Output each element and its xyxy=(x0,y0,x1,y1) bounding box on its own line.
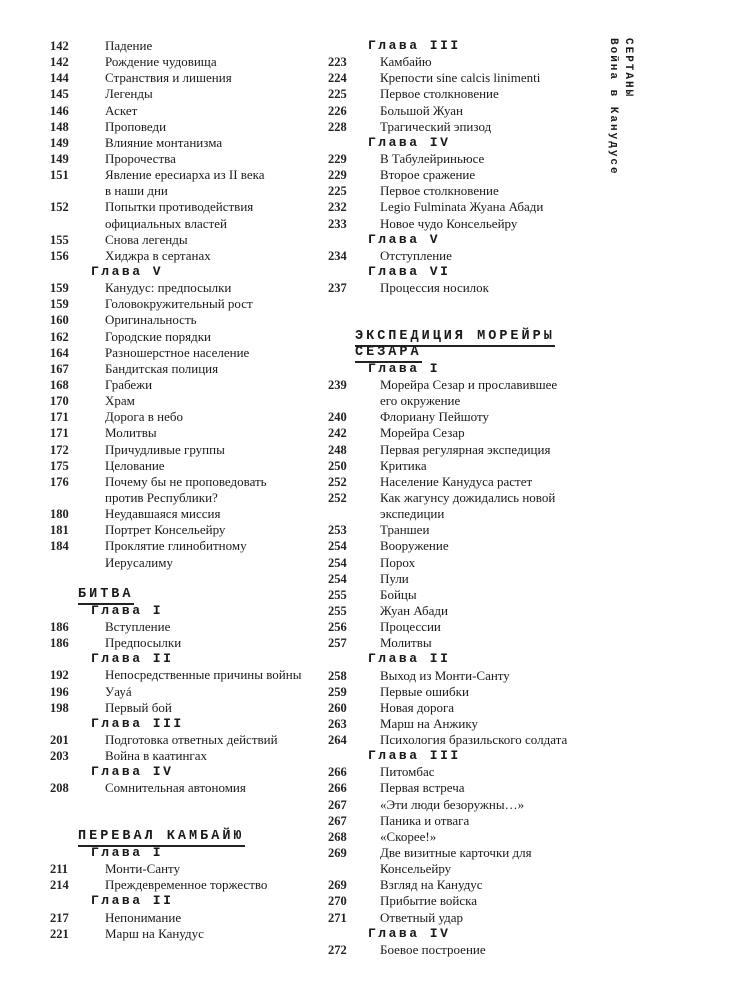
entry-title: Непонимание xyxy=(105,909,182,925)
page-number: 208 xyxy=(50,781,69,796)
entry-title: Явление ересиарха из II века xyxy=(105,167,265,183)
entry-title: Молитвы xyxy=(380,635,432,651)
toc-entry[interactable] xyxy=(328,732,598,748)
entry-title: Вооружение xyxy=(380,538,449,554)
page-number: 170 xyxy=(50,394,69,409)
entry-title: Городские порядки xyxy=(105,328,211,344)
entry-title: Первая встреча xyxy=(380,780,465,796)
entry-title: экспедиции xyxy=(380,506,445,522)
chapter-heading: Глава IV xyxy=(91,764,174,780)
page-number: 254 xyxy=(328,539,347,554)
entry-title: Взгляд на Канудус xyxy=(380,877,483,893)
toc-entry[interactable] xyxy=(50,506,320,522)
page-number: 248 xyxy=(328,442,347,457)
page-number: 198 xyxy=(50,700,69,715)
page-number: 144 xyxy=(50,71,69,86)
toc-entry[interactable] xyxy=(328,555,598,571)
toc-entry[interactable] xyxy=(50,538,320,554)
entry-title: Жуан Абади xyxy=(380,602,449,618)
toc-entry[interactable] xyxy=(50,425,320,441)
page-number: 201 xyxy=(50,733,69,748)
entry-title: Пророчества xyxy=(105,150,176,166)
toc-entry[interactable] xyxy=(50,910,320,926)
toc-entry[interactable] xyxy=(50,280,320,296)
toc-entry[interactable] xyxy=(50,103,320,119)
toc-entry[interactable] xyxy=(328,813,598,829)
toc-entry[interactable] xyxy=(50,70,320,86)
toc-entry[interactable] xyxy=(328,942,598,958)
toc-entry[interactable] xyxy=(328,845,598,861)
toc-entry[interactable] xyxy=(328,167,598,183)
page-number: 271 xyxy=(328,910,347,925)
toc-entry[interactable] xyxy=(50,167,320,183)
toc-entry[interactable] xyxy=(328,780,598,796)
page-number: 240 xyxy=(328,410,347,425)
entry-title: Рождение чудовища xyxy=(105,54,217,70)
entry-title: Процессии xyxy=(380,619,441,635)
page-number: 239 xyxy=(328,377,347,392)
toc-entry[interactable] xyxy=(50,780,320,796)
entry-title: Морейра Сезар и прославившее xyxy=(380,376,558,392)
toc-entry[interactable] xyxy=(50,619,320,635)
page-number: 255 xyxy=(328,587,347,602)
page-number: 175 xyxy=(50,458,69,473)
page-number: 145 xyxy=(50,87,69,102)
chapter-heading: Глава IV xyxy=(368,925,451,941)
entry-title: Хиджра в сертанах xyxy=(105,247,211,263)
chapter-heading: Глава I xyxy=(91,845,164,861)
section-heading-text: ЭКСПЕДИЦИЯ МОРЕЙРЫ xyxy=(355,329,555,347)
entry-title: Почему бы не проповедовать xyxy=(105,473,267,489)
toc-entry[interactable] xyxy=(50,361,320,377)
toc-entry[interactable] xyxy=(50,555,320,571)
entry-title: Критика xyxy=(380,457,427,473)
page-number: 151 xyxy=(50,168,69,183)
toc-entry[interactable] xyxy=(328,458,598,474)
page-number: 186 xyxy=(50,620,69,635)
toc-entry[interactable] xyxy=(328,829,598,845)
page-number: 254 xyxy=(328,571,347,586)
entry-title: Головокружительный рост xyxy=(105,296,253,312)
chapter-heading: Глава V xyxy=(91,263,164,279)
toc-entry[interactable] xyxy=(50,700,320,716)
entry-title: Преждевременное торжество xyxy=(105,877,268,893)
page-number: 156 xyxy=(50,248,69,263)
entry-title: Боевое построение xyxy=(380,941,486,957)
page-number: 149 xyxy=(50,151,69,166)
page-number: 162 xyxy=(50,329,69,344)
toc-entry[interactable] xyxy=(328,490,598,506)
page-number: 196 xyxy=(50,684,69,699)
page-number: 152 xyxy=(50,200,69,215)
entry-title: Марш на Анжику xyxy=(380,715,478,731)
entry-title: «Эти люди безоружны…» xyxy=(380,796,525,812)
page-number: 159 xyxy=(50,297,69,312)
entry-title: Снова легенды xyxy=(105,231,188,247)
chapter-heading: Глава I xyxy=(368,360,441,376)
toc-entry[interactable] xyxy=(50,119,320,135)
entry-title: Первый бой xyxy=(105,699,172,715)
toc-entry[interactable] xyxy=(328,183,598,199)
entry-title: Новое чудо Консельейру xyxy=(380,215,518,231)
toc-section xyxy=(328,329,598,958)
entry-title: Второе сражение xyxy=(380,167,476,183)
entry-title: Население Канудуса растет xyxy=(380,473,533,489)
entry-title: официальных властей xyxy=(105,215,227,231)
entry-title: Легенды xyxy=(105,86,153,102)
chapter-heading: Глава III xyxy=(368,38,461,53)
toc-entry[interactable] xyxy=(328,700,598,716)
chapter-heading: Глава III xyxy=(91,715,184,731)
toc-entry[interactable] xyxy=(328,877,598,893)
section-heading xyxy=(328,345,598,361)
page-number: 242 xyxy=(328,426,347,441)
entry-title: Оригинальность xyxy=(105,312,197,328)
page-number: 203 xyxy=(50,749,69,764)
page-number: 171 xyxy=(50,410,69,425)
page-number: 180 xyxy=(50,507,69,522)
entry-title: Первое столкновение xyxy=(380,86,499,102)
page-number: 257 xyxy=(328,636,347,651)
page-number: 171 xyxy=(50,426,69,441)
toc-entry[interactable] xyxy=(328,151,598,167)
toc-section xyxy=(50,829,320,942)
entry-title: Канудус: предпосылки xyxy=(105,280,232,296)
chapter-heading: Глава II xyxy=(91,893,174,909)
entry-title: Проповеди xyxy=(105,118,167,134)
page-number: 255 xyxy=(328,603,347,618)
toc-entry[interactable] xyxy=(328,635,598,651)
toc-entry[interactable] xyxy=(50,54,320,70)
entry-title: Вступление xyxy=(105,619,171,635)
running-header xyxy=(605,38,635,238)
chapter-heading: Глава V xyxy=(368,231,441,247)
page-number: 272 xyxy=(328,942,347,957)
toc-entry[interactable] xyxy=(328,54,598,70)
entry-title: Неудавшаяся миссия xyxy=(105,506,221,522)
page-number: 176 xyxy=(50,474,69,489)
toc-entry[interactable] xyxy=(328,199,598,215)
toc-entry[interactable] xyxy=(328,119,598,135)
toc-entry[interactable] xyxy=(50,216,320,232)
toc-entry[interactable] xyxy=(328,587,598,603)
toc-entry[interactable] xyxy=(50,522,320,538)
page-number: 148 xyxy=(50,119,69,134)
page-number: 267 xyxy=(328,797,347,812)
page-number: 253 xyxy=(328,523,347,538)
toc-entry[interactable] xyxy=(328,522,598,538)
entry-title: Проклятие глинобитному xyxy=(105,538,247,554)
entry-title: Две визитные карточки для xyxy=(380,845,532,861)
page-number: 159 xyxy=(50,281,69,296)
toc-entry[interactable] xyxy=(328,248,598,264)
toc-entry[interactable] xyxy=(328,910,598,926)
toc-entry[interactable] xyxy=(50,312,320,328)
toc-entry[interactable] xyxy=(50,248,320,264)
page-number: 160 xyxy=(50,313,69,328)
toc-entry[interactable] xyxy=(328,861,598,877)
entry-title: Первая регулярная экспедиция xyxy=(380,441,551,457)
page-number: 269 xyxy=(328,878,347,893)
toc-entry[interactable] xyxy=(50,926,320,942)
toc-entry[interactable] xyxy=(50,732,320,748)
toc-entry[interactable] xyxy=(50,684,320,700)
toc-entry[interactable] xyxy=(328,70,598,86)
entry-title: Крепости sine calcis linimenti xyxy=(380,70,541,86)
entry-title: Консельейру xyxy=(380,861,452,877)
entry-title: Legio Fulminata Жуана Абади xyxy=(380,199,544,215)
entry-title: Молитвы xyxy=(105,425,157,441)
toc-entry[interactable] xyxy=(50,345,320,361)
toc-entry[interactable] xyxy=(50,748,320,764)
page-number: 232 xyxy=(328,200,347,215)
toc-entry[interactable] xyxy=(328,506,598,522)
toc-entry[interactable] xyxy=(328,668,598,684)
toc-entry[interactable] xyxy=(50,329,320,345)
toc-entry[interactable] xyxy=(50,183,320,199)
toc-entry[interactable] xyxy=(328,893,598,909)
page-number: 267 xyxy=(328,813,347,828)
page-number: 146 xyxy=(50,103,69,118)
page-number: 266 xyxy=(328,781,347,796)
page-number: 164 xyxy=(50,345,69,360)
page-number: 211 xyxy=(50,862,69,877)
toc-entry[interactable] xyxy=(50,877,320,893)
entry-title: Бандитская полиция xyxy=(105,360,219,376)
part-title: Война в Канудусе xyxy=(607,38,619,176)
toc-entry[interactable] xyxy=(50,667,320,683)
page-number: 266 xyxy=(328,765,347,780)
toc-entry[interactable] xyxy=(328,538,598,554)
page-number: 237 xyxy=(328,281,347,296)
page-number: 217 xyxy=(50,910,69,925)
entry-title: Трагический эпизод xyxy=(380,118,492,134)
entry-title: Предпосылки xyxy=(105,635,182,651)
entry-title: Выход из Монти-Санту xyxy=(380,667,510,683)
toc-entry[interactable] xyxy=(50,635,320,651)
toc-entry[interactable] xyxy=(328,103,598,119)
page-number: 172 xyxy=(50,442,69,457)
page-number: 142 xyxy=(50,39,69,53)
page-number: 252 xyxy=(328,490,347,505)
entry-title: Камбайю xyxy=(380,54,432,70)
entry-title: Грабежи xyxy=(105,376,153,392)
toc-entry[interactable] xyxy=(328,716,598,732)
entry-title: Аскет xyxy=(105,102,138,118)
toc-entry[interactable] xyxy=(50,296,320,312)
entry-title: Паника и отвага xyxy=(380,812,470,828)
entry-title: Война в каатингах xyxy=(105,748,208,764)
page-number: 181 xyxy=(50,523,69,538)
toc-entry[interactable] xyxy=(328,603,598,619)
page-number: 256 xyxy=(328,620,347,635)
entry-title: Отступление xyxy=(380,247,452,263)
entry-title: Питомбас xyxy=(380,764,435,780)
page-number: 250 xyxy=(328,458,347,473)
toc-entry[interactable] xyxy=(50,38,320,54)
page-number: 223 xyxy=(328,55,347,70)
entry-title: «Скорее!» xyxy=(380,828,437,844)
toc-entry[interactable] xyxy=(50,232,320,248)
toc-entry[interactable] xyxy=(50,409,320,425)
entry-title: Уауá xyxy=(105,683,132,699)
toc-entry[interactable] xyxy=(50,135,320,151)
toc-entry[interactable] xyxy=(328,571,598,587)
page-number: 142 xyxy=(50,55,69,70)
page-number: 221 xyxy=(50,926,69,941)
entry-title: Попытки противодействия xyxy=(105,199,254,215)
entry-title: Прибытие войска xyxy=(380,893,478,909)
entry-title: Психология бразильского солдата xyxy=(380,732,568,748)
toc-entry[interactable] xyxy=(328,409,598,425)
entry-title: Первое столкновение xyxy=(380,183,499,199)
toc-entry[interactable] xyxy=(50,474,320,490)
toc-entry[interactable] xyxy=(50,458,320,474)
toc-entry[interactable] xyxy=(50,199,320,215)
page-number: 264 xyxy=(328,733,347,748)
entry-title: Морейра Сезар xyxy=(380,425,465,441)
entry-title: Как жагунсу дожидались новой xyxy=(380,489,556,505)
toc-section xyxy=(50,38,320,571)
page-number: 184 xyxy=(50,539,69,554)
entry-title: Марш на Канудус xyxy=(105,925,204,941)
page-number: 259 xyxy=(328,684,347,699)
entry-title: Траншеи xyxy=(380,522,430,538)
entry-title: Большой Жуан xyxy=(380,102,463,118)
entry-title: Падение xyxy=(105,38,153,53)
page-number: 168 xyxy=(50,377,69,392)
page-number: 192 xyxy=(50,668,69,683)
page-number: 229 xyxy=(328,151,347,166)
section-heading-text: СЕЗАРА xyxy=(355,345,422,363)
toc-section xyxy=(328,38,598,296)
toc-entry[interactable] xyxy=(328,86,598,102)
page-number: 263 xyxy=(328,716,347,731)
entry-title: Пули xyxy=(380,570,409,586)
toc-entry[interactable] xyxy=(328,442,598,458)
book-title: СЕРТАНЫ xyxy=(622,38,634,99)
page-number: 214 xyxy=(50,878,69,893)
entry-title: Новая дорога xyxy=(380,699,455,715)
entry-title: в наши дни xyxy=(105,183,168,199)
chapter-heading: Глава I xyxy=(91,602,164,618)
entry-title: Влияние монтанизма xyxy=(105,134,223,150)
page-number: 225 xyxy=(328,184,347,199)
page-number: 149 xyxy=(50,135,69,150)
entry-title: Храм xyxy=(105,393,135,409)
entry-title: Странствия и лишения xyxy=(105,70,232,86)
section-heading xyxy=(50,829,320,845)
entry-title: Бойцы xyxy=(380,586,417,602)
section-heading xyxy=(328,329,598,345)
page-number: 234 xyxy=(328,248,347,263)
toc-left-column xyxy=(50,38,320,942)
section-heading xyxy=(50,587,320,603)
toc-entry[interactable] xyxy=(328,684,598,700)
section-heading-text: ПЕРЕВАЛ КАМБАЙЮ xyxy=(78,829,245,847)
toc-entry[interactable] xyxy=(50,151,320,167)
chapter-heading: Глава II xyxy=(368,651,451,667)
chapter-heading: Глава II xyxy=(91,651,174,667)
entry-title: Флориану Пейшоту xyxy=(380,409,490,425)
page-number: 228 xyxy=(328,119,347,134)
toc-entry[interactable] xyxy=(50,86,320,102)
page-number: 186 xyxy=(50,636,69,651)
page-number: 155 xyxy=(50,232,69,247)
entry-title: Первые ошибки xyxy=(380,683,469,699)
page-number: 269 xyxy=(328,846,347,861)
toc-entry[interactable] xyxy=(328,474,598,490)
page-number: 233 xyxy=(328,216,347,231)
page-number: 229 xyxy=(328,168,347,183)
page-number: 226 xyxy=(328,103,347,118)
toc-entry[interactable] xyxy=(328,280,598,296)
entry-title: Ответный удар xyxy=(380,909,464,925)
entry-title: Монти-Санту xyxy=(105,861,181,877)
entry-title: Сомнительная автономия xyxy=(105,780,246,796)
page-number: 270 xyxy=(328,894,347,909)
page-number: 268 xyxy=(328,829,347,844)
entry-title: Портрет Консельейру xyxy=(105,522,226,538)
toc-entry[interactable] xyxy=(328,619,598,635)
toc-entry[interactable] xyxy=(328,377,598,393)
chapter-heading: Глава III xyxy=(368,748,461,764)
page-number: 258 xyxy=(328,668,347,683)
toc-entry[interactable] xyxy=(50,377,320,393)
page-number: 252 xyxy=(328,474,347,489)
entry-title: Непосредственные причины войны xyxy=(105,667,302,683)
toc-entry[interactable] xyxy=(50,442,320,458)
entry-title: Подготовка ответных действий xyxy=(105,732,278,748)
page-number: 254 xyxy=(328,555,347,570)
toc-entry[interactable] xyxy=(328,797,598,813)
page-number: 224 xyxy=(328,71,347,86)
toc-entry[interactable] xyxy=(328,216,598,232)
toc-entry[interactable] xyxy=(328,393,598,409)
chapter-heading: Глава VI xyxy=(368,263,451,279)
entry-title: против Республики? xyxy=(105,489,218,505)
entry-title: Разношерстное население xyxy=(105,344,250,360)
toc-entry[interactable] xyxy=(328,425,598,441)
entry-title: Процессия носилок xyxy=(380,280,489,296)
toc-right-column xyxy=(328,38,598,958)
entry-title: его окружение xyxy=(380,393,461,409)
toc-entry[interactable] xyxy=(50,861,320,877)
page-number: 260 xyxy=(328,700,347,715)
toc-section xyxy=(50,587,320,797)
entry-title: Дорога в небо xyxy=(105,409,183,425)
toc-entry[interactable] xyxy=(50,393,320,409)
toc-entry[interactable] xyxy=(328,764,598,780)
chapter-heading: Глава IV xyxy=(368,134,451,150)
page-number: 167 xyxy=(50,361,69,376)
page-number: 225 xyxy=(328,87,347,102)
entry-title: Причудливые группы xyxy=(105,441,225,457)
entry-title: Целование xyxy=(105,457,165,473)
entry-title: Иерусалиму xyxy=(105,554,173,570)
entry-title: В Табулейриньюсе xyxy=(380,150,485,166)
entry-title: Порох xyxy=(380,554,416,570)
section-heading-text: БИТВА xyxy=(78,587,134,605)
toc-entry[interactable] xyxy=(50,490,320,506)
